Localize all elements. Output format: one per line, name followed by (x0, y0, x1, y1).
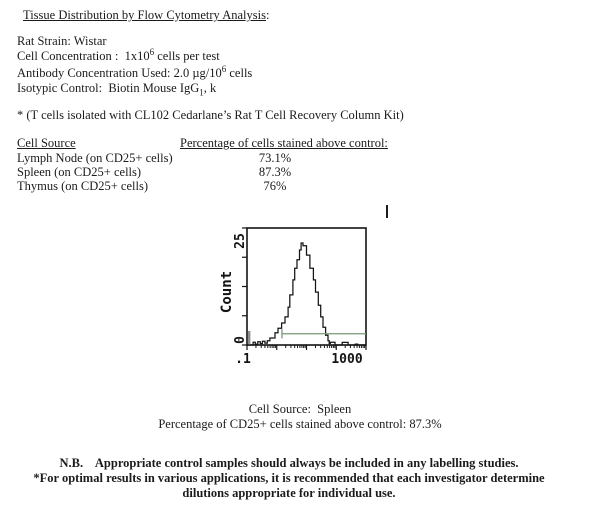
isotypic-control-pre: Isotypic Control: Biotin Mouse IgG (17, 81, 200, 95)
antibody-concentration-pre: Antibody Concentration Used: 2.0 µg/10 (17, 66, 222, 80)
isotypic-control-post: , k (203, 81, 217, 95)
isotypic-control-line (17, 81, 216, 96)
table-row-lymph-node-label: Lymph Node (on CD25+ cells) (17, 151, 173, 165)
footnote-line-3: dilutions appropriate for individual use. (182, 486, 396, 500)
table-row-spleen-value: 87.3% (258, 165, 292, 179)
antibody-concentration-line (17, 63, 253, 81)
table-row-spleen-label: Spleen (on CD25+ cells) (17, 165, 142, 179)
cell-concentration-pre: Cell Concentration : 1x10 (17, 49, 150, 63)
y-axis-max-label: 25 (233, 233, 248, 249)
page-title (23, 8, 269, 23)
page-title-colon: : (265, 8, 270, 22)
figure-caption-source: Cell Source: Spleen (248, 402, 352, 416)
table-row-thymus-label: Thymus (on CD25+ cells) (17, 179, 148, 193)
footnote-line-1: N.B. Appropriate control samples should always be included in any labelling studies. (59, 456, 519, 470)
table-header-percentage: Percentage of cells stained above control: (180, 136, 388, 150)
y-axis-title: Count (219, 270, 235, 314)
x-axis-min-label: .1 (235, 352, 251, 367)
edge-spike (248, 331, 250, 345)
footnote-line-2: *For optimal results in various applications, it is recommended that each investigator determine (33, 471, 545, 485)
cell-concentration-post: cells per test (154, 49, 220, 63)
table-header-cell-source: Cell Source (17, 136, 76, 150)
cursor-mark (386, 205, 388, 218)
histogram-outline (247, 243, 366, 345)
x-axis-max-label: 1000 (331, 352, 363, 367)
rat-strain-line: Rat Strain: Wistar (17, 34, 107, 48)
cell-concentration-exponent: 6 (149, 46, 155, 57)
figure-caption-percentage: Percentage of CD25+ cells stained above control: 87.3% (158, 417, 442, 431)
page-title-text: Tissue Distribution by Flow Cytometry Analysis (23, 8, 266, 22)
isolation-note: * (T cells isolated with CL102 Cedarlane’s Rat T Cell Recovery Column Kit) (17, 108, 404, 122)
antibody-concentration-exponent: 6 (221, 63, 227, 74)
table-row-thymus-value: 76% (263, 179, 287, 193)
antibody-concentration-post: cells (226, 66, 253, 80)
isotypic-control-subscript: 1 (199, 87, 204, 98)
cell-concentration-line (17, 46, 220, 64)
table-row-lymph-node-value: 73.1% (258, 151, 292, 165)
flow-cytometry-histogram (195, 195, 400, 375)
y-axis-min-label: 0 (233, 336, 248, 344)
